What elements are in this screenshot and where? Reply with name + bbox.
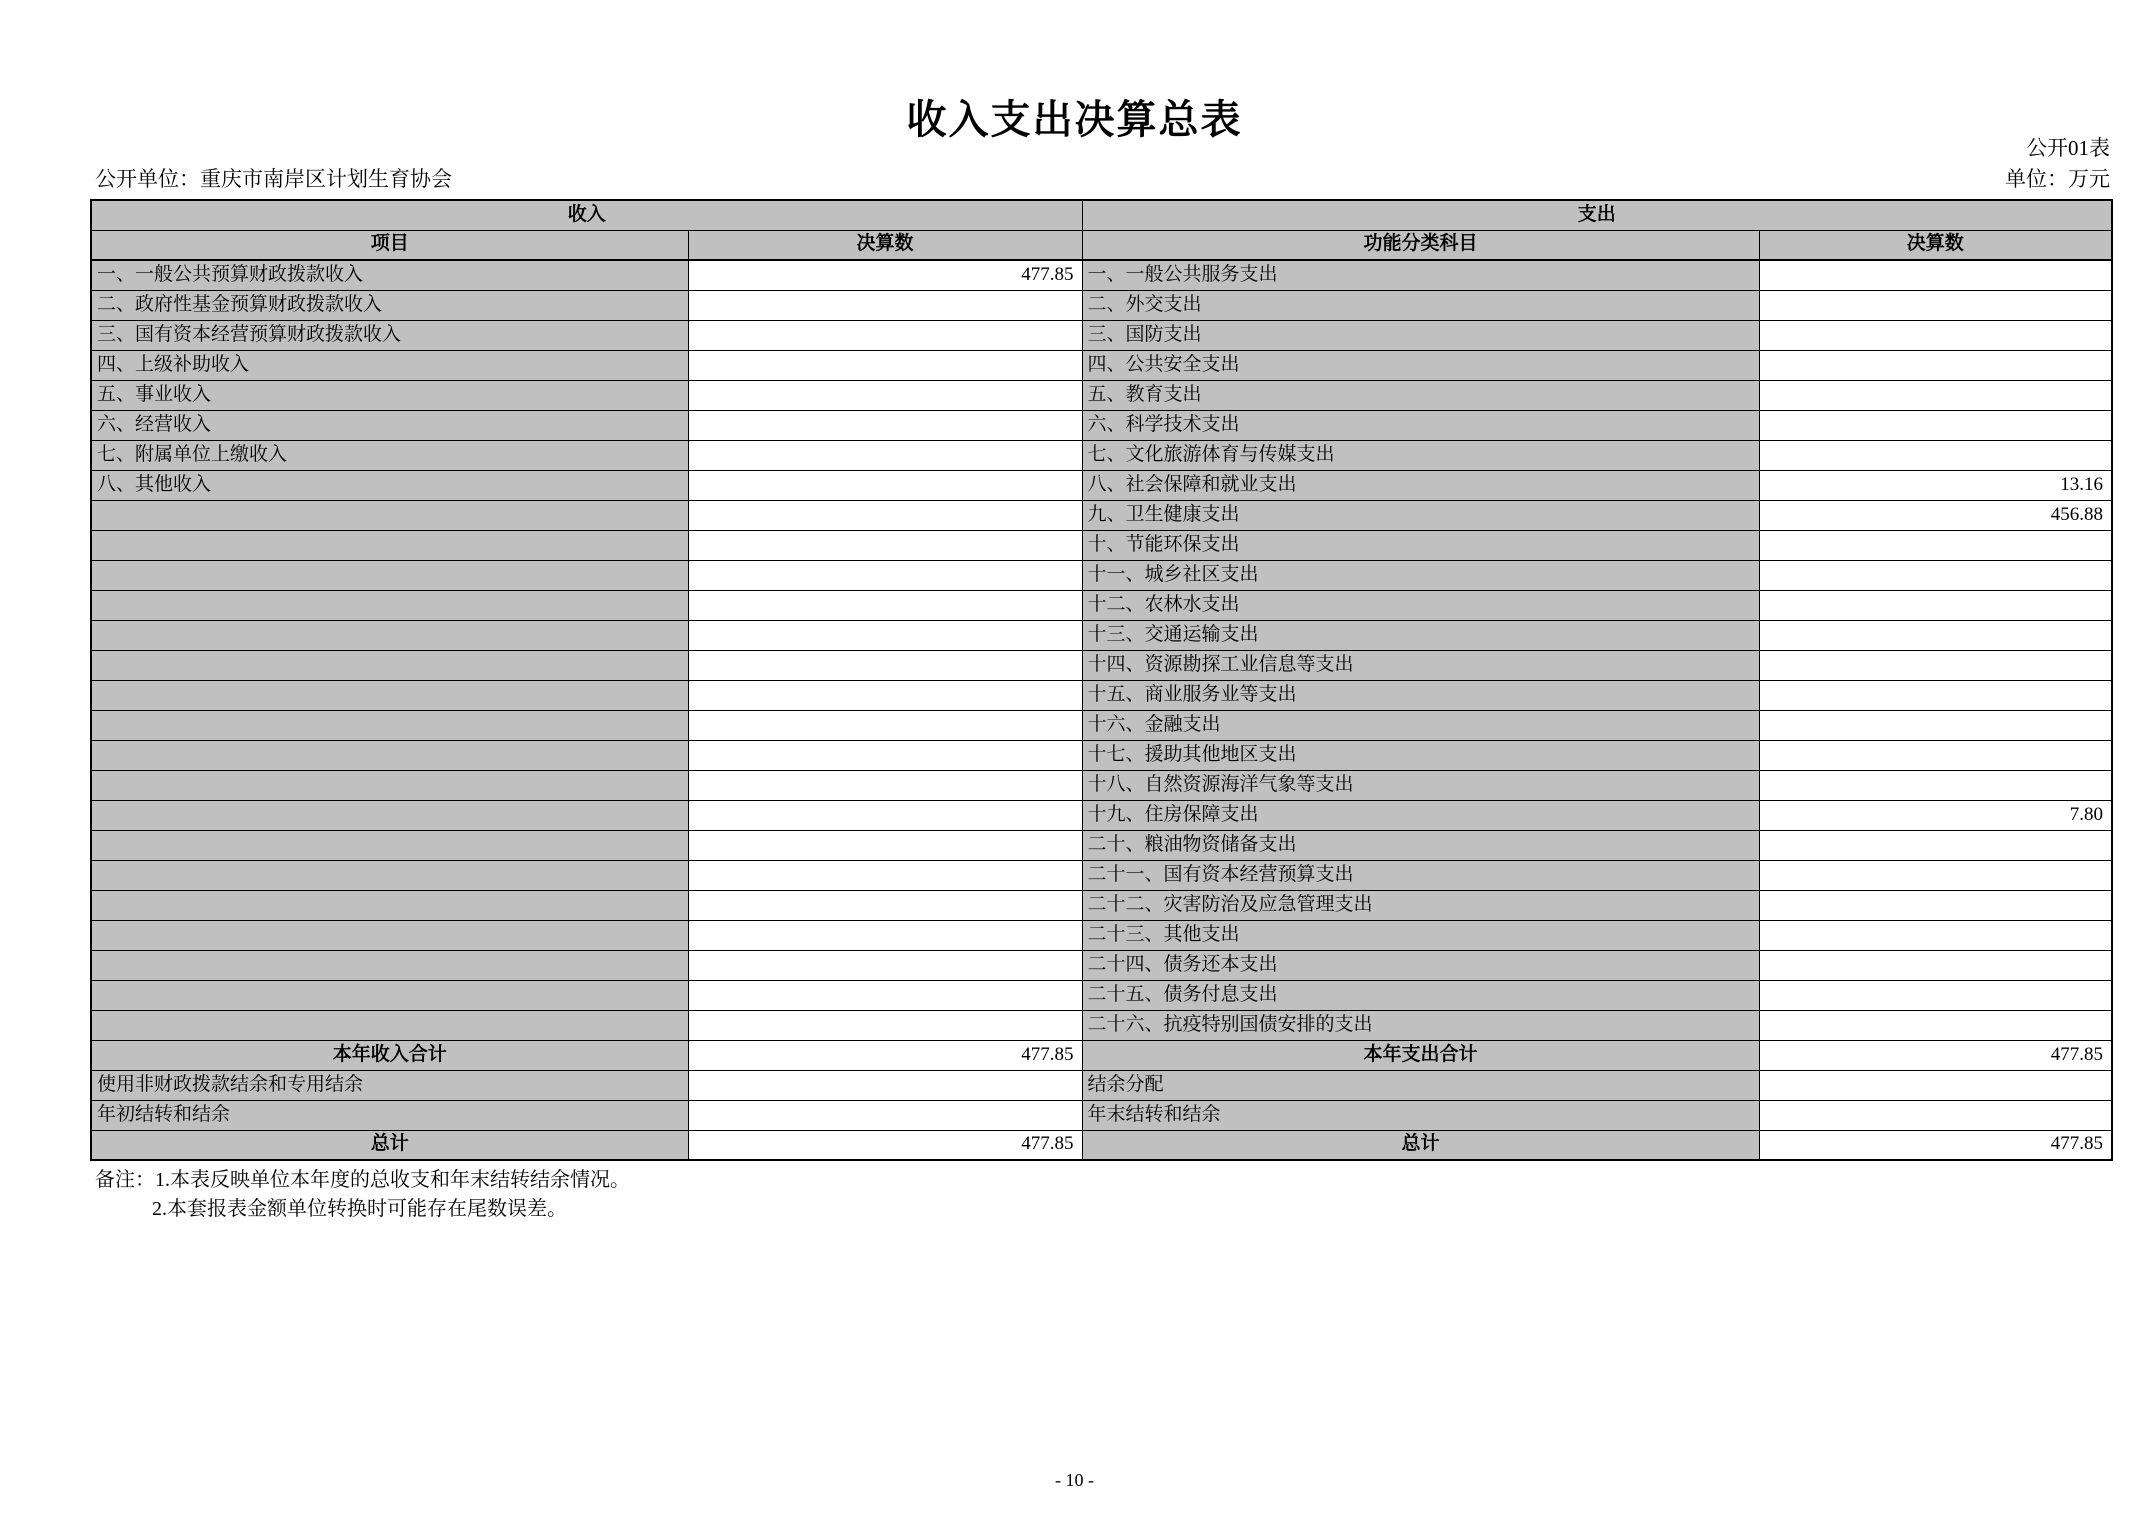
table-row (91, 440, 2112, 470)
expense-value-cell (1759, 860, 2112, 890)
expense-value-cell: 13.16 (1759, 470, 2112, 500)
expense-item-cell: 五、教育支出 (1082, 380, 1759, 410)
table-row (91, 590, 2112, 620)
income-section-header: 收入 (91, 200, 1082, 230)
income-item-cell: 一、一般公共预算财政拨款收入 (91, 260, 688, 290)
table-row (91, 920, 2112, 950)
expense-item-cell: 十九、住房保障支出 (1082, 800, 1759, 830)
income-value-cell (688, 710, 1082, 740)
income-item-cell: 二、政府性基金预算财政拨款收入 (91, 290, 688, 320)
expense-item-cell: 二十一、国有资本经营预算支出 (1082, 860, 1759, 890)
expense-value-cell (1759, 560, 2112, 590)
annual-totals-row (91, 1040, 2112, 1070)
table-row (91, 1010, 2112, 1040)
expense-total-label: 本年支出合计 (1082, 1040, 1759, 1070)
income-item-column-header: 项目 (91, 230, 688, 260)
expense-value-cell (1759, 410, 2112, 440)
table-row (91, 350, 2112, 380)
income-value-cell (688, 320, 1082, 350)
expense-value-cell (1759, 770, 2112, 800)
table-row (91, 800, 2112, 830)
income-item-cell: 四、上级补助收入 (91, 350, 688, 380)
income-item-cell: 三、国有资本经营预算财政拨款收入 (91, 320, 688, 350)
expense-item-cell: 六、科学技术支出 (1082, 410, 1759, 440)
expense-value-cell (1759, 980, 2112, 1010)
expense-amount-column-header: 决算数 (1759, 230, 2112, 260)
income-value-cell (688, 740, 1082, 770)
expense-item-cell: 九、卫生健康支出 (1082, 500, 1759, 530)
table-row (91, 380, 2112, 410)
table-row (91, 260, 2112, 290)
table-row (91, 470, 2112, 500)
expense-value-cell (1759, 350, 2112, 380)
expense-value-cell (1759, 920, 2112, 950)
expense-carryover-value (1759, 1070, 2112, 1100)
expense-func-column-header: 功能分类科目 (1082, 230, 1759, 260)
table-row (91, 830, 2112, 860)
expense-item-cell: 十二、农林水支出 (1082, 590, 1759, 620)
final-accounts-table (90, 199, 2113, 1161)
table-row (91, 530, 2112, 560)
income-value-cell (688, 410, 1082, 440)
income-item-cell (91, 740, 688, 770)
income-value-cell (688, 380, 1082, 410)
table-row (91, 320, 2112, 350)
expense-item-cell: 十七、援助其他地区支出 (1082, 740, 1759, 770)
expense-item-cell: 二十四、债务还本支出 (1082, 950, 1759, 980)
expense-value-cell: 7.80 (1759, 800, 2112, 830)
expense-value-cell (1759, 680, 2112, 710)
table-row (91, 560, 2112, 590)
expense-value-cell (1759, 740, 2112, 770)
income-item-cell (91, 560, 688, 590)
income-item-cell (91, 650, 688, 680)
income-value-cell (688, 470, 1082, 500)
expense-grand-total-value: 477.85 (1759, 1130, 2112, 1160)
income-value-cell (688, 290, 1082, 320)
expense-item-cell: 二十二、灾害防治及应急管理支出 (1082, 890, 1759, 920)
table-row (91, 950, 2112, 980)
column-header-row (91, 230, 2112, 260)
income-value-cell (688, 680, 1082, 710)
expense-value-cell (1759, 590, 2112, 620)
table-row (91, 410, 2112, 440)
expense-item-cell: 十六、金融支出 (1082, 710, 1759, 740)
income-item-cell (91, 530, 688, 560)
income-item-cell (91, 620, 688, 650)
expense-value-cell: 456.88 (1759, 500, 2112, 530)
expense-value-cell (1759, 380, 2112, 410)
income-opening-balance-value (688, 1100, 1082, 1130)
income-value-cell (688, 980, 1082, 1010)
expense-item-cell: 七、文化旅游体育与传媒支出 (1082, 440, 1759, 470)
carryover-row-2 (91, 1100, 2112, 1130)
income-value-cell (688, 500, 1082, 530)
income-item-cell (91, 830, 688, 860)
currency-unit-label: 单位：万元 (2005, 167, 2110, 191)
income-grand-total-label: 总计 (91, 1130, 688, 1160)
table-row (91, 680, 2112, 710)
expense-value-cell (1759, 650, 2112, 680)
income-item-cell (91, 500, 688, 530)
income-value-cell (688, 1010, 1082, 1040)
expense-item-cell: 一、一般公共服务支出 (1082, 260, 1759, 290)
expense-value-cell (1759, 1010, 2112, 1040)
carryover-row-1 (91, 1070, 2112, 1100)
expense-value-cell (1759, 290, 2112, 320)
expense-yearend-balance-label: 年末结转和结余 (1082, 1100, 1759, 1130)
income-item-cell: 七、附属单位上缴收入 (91, 440, 688, 470)
income-value-cell (688, 350, 1082, 380)
income-value-cell (688, 830, 1082, 860)
income-total-label: 本年收入合计 (91, 1040, 688, 1070)
income-value-cell (688, 920, 1082, 950)
expense-item-cell: 十四、资源勘探工业信息等支出 (1082, 650, 1759, 680)
income-item-cell (91, 710, 688, 740)
table-code-label: 公开01表 (2026, 136, 2110, 160)
income-item-cell (91, 590, 688, 620)
expense-total-value: 477.85 (1759, 1040, 2112, 1070)
page-number: - 10 - (1055, 1470, 1094, 1490)
table-row (91, 740, 2112, 770)
income-item-cell (91, 890, 688, 920)
data-rows (91, 260, 2112, 1040)
income-item-cell (91, 860, 688, 890)
expense-value-cell (1759, 710, 2112, 740)
expense-item-cell: 八、社会保障和就业支出 (1082, 470, 1759, 500)
income-carryover-label: 使用非财政拨款结余和专用结余 (91, 1070, 688, 1100)
expense-item-cell: 十三、交通运输支出 (1082, 620, 1759, 650)
expense-value-cell (1759, 620, 2112, 650)
income-value-cell (688, 800, 1082, 830)
section-header-row (91, 200, 2112, 230)
expense-item-cell: 三、国防支出 (1082, 320, 1759, 350)
income-item-cell: 六、经营收入 (91, 410, 688, 440)
table-row (91, 770, 2112, 800)
table-row (91, 290, 2112, 320)
expense-item-cell: 十八、自然资源海洋气象等支出 (1082, 770, 1759, 800)
income-value-cell (688, 620, 1082, 650)
grand-total-row (91, 1130, 2112, 1160)
income-value-cell (688, 890, 1082, 920)
income-item-cell (91, 680, 688, 710)
income-value-cell (688, 590, 1082, 620)
table-row (91, 650, 2112, 680)
note-line-2: 2.本套报表金额单位转换时可能存在尾数误差。 (152, 1198, 567, 1220)
expense-item-cell: 二十五、债务付息支出 (1082, 980, 1759, 1010)
expense-item-cell: 二、外交支出 (1082, 290, 1759, 320)
expense-carryover-label: 结余分配 (1082, 1070, 1759, 1100)
income-opening-balance-label: 年初结转和结余 (91, 1100, 688, 1130)
income-item-cell (91, 800, 688, 830)
expense-item-cell: 十一、城乡社区支出 (1082, 560, 1759, 590)
expense-value-cell (1759, 830, 2112, 860)
income-item-cell (91, 770, 688, 800)
expense-yearend-balance-value (1759, 1100, 2112, 1130)
income-value-cell (688, 650, 1082, 680)
expense-value-cell (1759, 440, 2112, 470)
note-line-1: 备注：1.本表反映单位本年度的总收支和年末结转结余情况。 (95, 1169, 630, 1191)
income-total-value: 477.85 (688, 1040, 1082, 1070)
table-row (91, 710, 2112, 740)
expense-item-cell: 二十三、其他支出 (1082, 920, 1759, 950)
income-item-cell: 八、其他收入 (91, 470, 688, 500)
income-carryover-value (688, 1070, 1082, 1100)
expense-section-header: 支出 (1082, 200, 2112, 230)
expense-item-cell: 二十、粮油物资储备支出 (1082, 830, 1759, 860)
table-row (91, 980, 2112, 1010)
income-value-cell (688, 860, 1082, 890)
expense-item-cell: 二十六、抗疫特别国债安排的支出 (1082, 1010, 1759, 1040)
income-item-cell (91, 950, 688, 980)
publishing-org-label: 公开单位：重庆市南岸区计划生育协会 (95, 167, 452, 191)
table-row (91, 860, 2112, 890)
income-value-cell (688, 530, 1082, 560)
income-value-cell (688, 440, 1082, 470)
income-item-cell (91, 980, 688, 1010)
income-item-cell (91, 920, 688, 950)
income-grand-total-value: 477.85 (688, 1130, 1082, 1160)
expense-item-cell: 十、节能环保支出 (1082, 530, 1759, 560)
expense-value-cell (1759, 950, 2112, 980)
expense-grand-total-label: 总计 (1082, 1130, 1759, 1160)
expense-item-cell: 十五、商业服务业等支出 (1082, 680, 1759, 710)
expense-item-cell: 四、公共安全支出 (1082, 350, 1759, 380)
table-row (91, 620, 2112, 650)
income-value-cell (688, 560, 1082, 590)
expense-value-cell (1759, 260, 2112, 290)
table-row (91, 890, 2112, 920)
income-value-cell: 477.85 (688, 260, 1082, 290)
page-title: 收入支出决算总表 (906, 97, 1243, 142)
expense-value-cell (1759, 890, 2112, 920)
expense-value-cell (1759, 530, 2112, 560)
expense-value-cell (1759, 320, 2112, 350)
income-item-cell (91, 1010, 688, 1040)
income-amount-column-header: 决算数 (688, 230, 1082, 260)
income-value-cell (688, 950, 1082, 980)
income-value-cell (688, 770, 1082, 800)
table-row (91, 500, 2112, 530)
income-item-cell: 五、事业收入 (91, 380, 688, 410)
